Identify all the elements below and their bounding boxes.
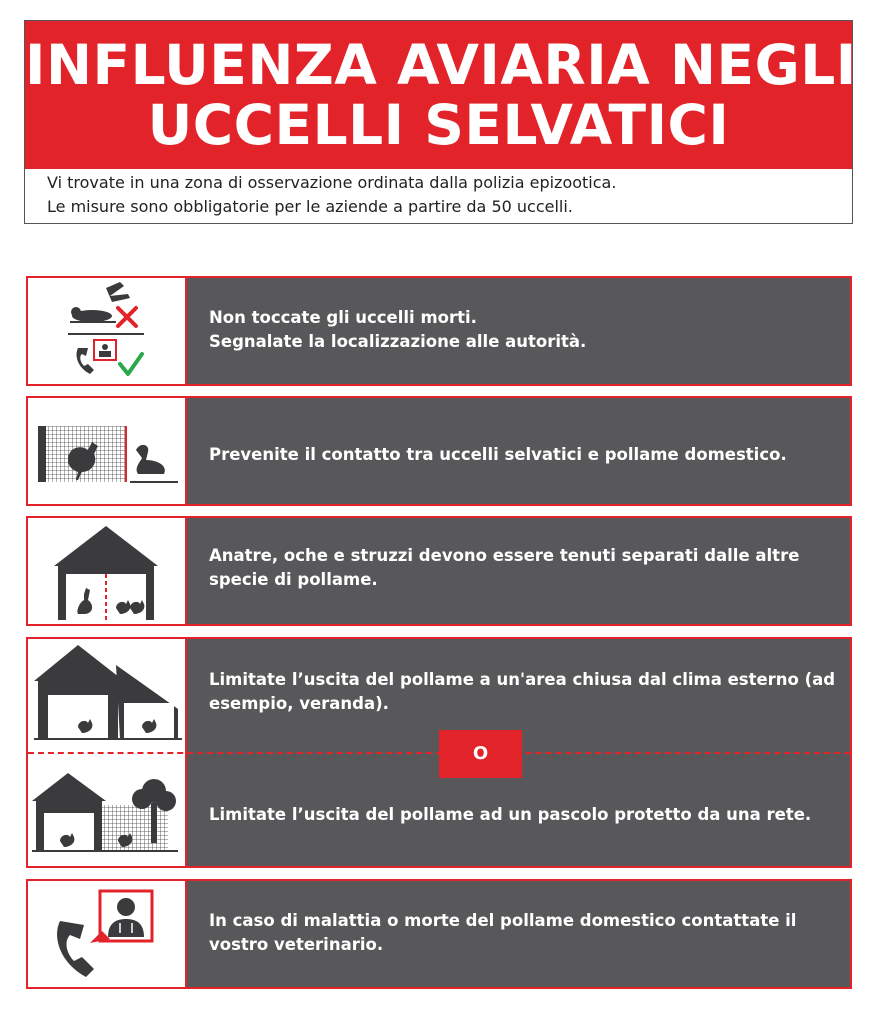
page-title-line2: UCCELLI SELVATICI	[147, 93, 730, 157]
measure-icon-box	[28, 518, 187, 624]
measure-text-line2: esempio, veranda).	[209, 694, 389, 713]
measure-text	[209, 668, 839, 716]
measure-text	[209, 443, 839, 467]
no-touch-dead-bird-icon	[28, 278, 185, 384]
page-title-line1: INFLUENZA AVIARIA NEGLI	[25, 33, 857, 97]
subtitle-line2: Le misure sono obbligatorie per le aziende a partire da 50 uccelli.	[47, 197, 573, 216]
measure-alt-text-line1: Limitate l’uscita del pollame ad un pascolo protetto da una rete.	[209, 805, 812, 824]
measure-text	[209, 544, 839, 592]
call-veterinarian-icon	[28, 881, 185, 987]
measure-row-1	[26, 276, 852, 386]
measure-text-line1: Prevenite il contatto tra uccelli selvatici e pollame domestico.	[209, 445, 787, 464]
measure-row-5	[26, 879, 852, 989]
subtitle-line1: Vi trovate in una zona di osservazione ordinata dalla polizia epizootica.	[47, 173, 617, 192]
netted-pasture-icon	[28, 755, 185, 868]
measure-text	[209, 909, 839, 957]
veranda-barn-icon	[28, 639, 185, 752]
measure-icon-box	[28, 881, 187, 987]
measure-row-2	[26, 396, 852, 506]
measure-text-line1: Non toccate gli uccelli morti.	[209, 308, 477, 327]
header	[24, 20, 857, 224]
net-separation-icon	[28, 398, 185, 504]
or-badge: O	[439, 730, 522, 778]
measure-icon-box	[28, 398, 187, 504]
measure-alt-text	[209, 803, 839, 827]
measure-text-line2: Segnalate la localizzazione alle autorità.	[209, 332, 587, 351]
measure-row-4	[26, 637, 852, 868]
measure-text-line1: Anatre, oche e struzzi devono essere tenuti separati dalle altre	[209, 546, 800, 565]
measure-text-line1: In caso di malattia o morte del pollame domestico contattate il	[209, 911, 797, 930]
measure-text-line2: vostro veterinario.	[209, 935, 384, 954]
measure-text-line1: Limitate l’uscita del pollame a un'area chiusa dal clima esterno (ad	[209, 670, 836, 689]
measure-text-line2: specie di pollame.	[209, 570, 378, 589]
separated-barn-icon	[28, 518, 185, 624]
measure-text	[209, 306, 839, 354]
measure-icon-box	[28, 278, 187, 384]
measure-row-3	[26, 516, 852, 626]
